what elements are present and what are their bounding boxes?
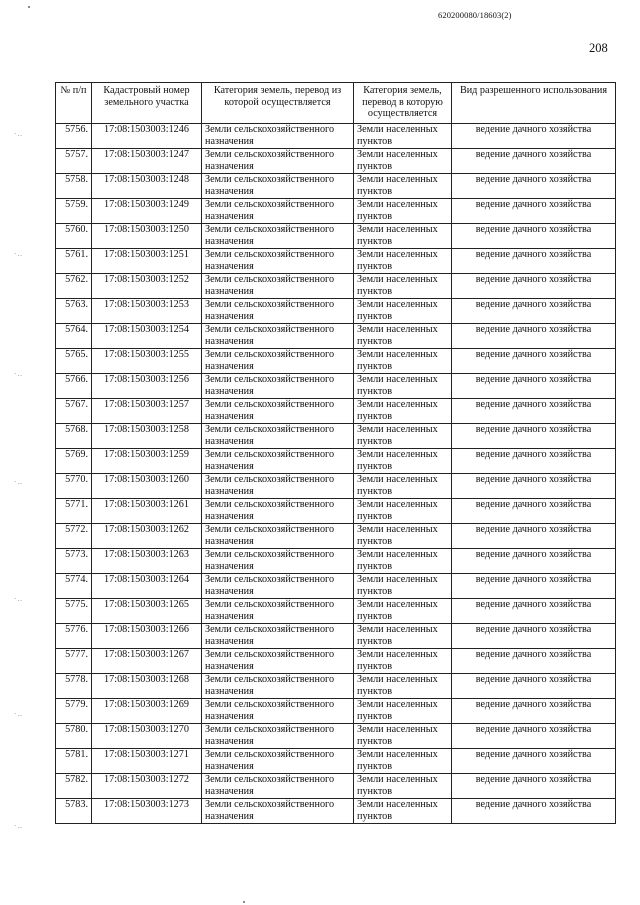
cadastral-number: 17:08:1503003:1269 [92, 699, 202, 724]
row-number: 5765. [56, 349, 92, 374]
category-from-cell [202, 624, 354, 649]
category-from-line1: Земли сельскохозяйственного [205, 674, 335, 685]
table-row [56, 224, 616, 249]
permitted-use: ведение дачного хозяйства [452, 774, 616, 799]
row-number: 5778. [56, 674, 92, 699]
cadastral-number: 17:08:1503003:1258 [92, 424, 202, 449]
category-to-cell [354, 274, 452, 299]
cadastral-number: 17:08:1503003:1268 [92, 674, 202, 699]
category-from-line2: назначения [205, 635, 254, 647]
header-permitted-use: Вид разрешенного использования [452, 83, 616, 124]
header-cadastral-number: Кадастровый номер земельного участка [92, 83, 202, 124]
category-from-cell [202, 224, 354, 249]
permitted-use: ведение дачного хозяйства [452, 699, 616, 724]
category-to-cell [354, 249, 452, 274]
category-from-cell [202, 474, 354, 499]
category-from-line2: назначения [205, 710, 254, 722]
cadastral-number: 17:08:1503003:1271 [92, 749, 202, 774]
category-from-line2: назначения [205, 510, 254, 522]
category-from-line1: Земли сельскохозяйственного [205, 349, 335, 360]
category-from-line1: Земли сельскохозяйственного [205, 749, 335, 760]
category-from-cell [202, 799, 354, 824]
row-number: 5766. [56, 374, 92, 399]
category-from-line2: назначения [205, 685, 254, 697]
margin-mark: ·.. [14, 250, 23, 258]
category-from-line1: Земли сельскохозяйственного [205, 524, 335, 535]
category-to-cell [354, 774, 452, 799]
category-from-line1: Земли сельскохозяйственного [205, 299, 335, 310]
table-row [56, 299, 616, 324]
document-id: 620200080/18603(2) [438, 10, 512, 20]
header-category-to: Категория земель, перевод в которую осуществляется [354, 83, 452, 124]
category-to-cell [354, 449, 452, 474]
category-to-line1: Земли населенных [357, 599, 438, 610]
row-number: 5776. [56, 624, 92, 649]
category-to-cell [354, 624, 452, 649]
category-to-line2: пунктов [357, 510, 393, 522]
cadastral-number: 17:08:1503003:1260 [92, 474, 202, 499]
cadastral-number: 17:08:1503003:1251 [92, 249, 202, 274]
cadastral-number: 17:08:1503003:1249 [92, 199, 202, 224]
cadastral-number: 17:08:1503003:1248 [92, 174, 202, 199]
category-from-line1: Земли сельскохозяйственного [205, 499, 335, 510]
category-from-line2: назначения [205, 735, 254, 747]
margin-mark: ·.. [14, 710, 23, 718]
category-from-line1: Земли сельскохозяйственного [205, 549, 335, 560]
category-from-line2: назначения [205, 810, 254, 822]
category-from-cell [202, 499, 354, 524]
category-to-line2: пунктов [357, 460, 393, 472]
category-from-line1: Земли сельскохозяйственного [205, 574, 335, 585]
table-row [56, 799, 616, 824]
category-to-line2: пунктов [357, 385, 393, 397]
category-from-cell [202, 774, 354, 799]
category-to-line2: пунктов [357, 435, 393, 447]
cadastral-number: 17:08:1503003:1252 [92, 274, 202, 299]
category-from-line2: назначения [205, 585, 254, 597]
category-from-line2: назначения [205, 360, 254, 372]
category-from-line1: Земли сельскохозяйственного [205, 474, 335, 485]
table-row [56, 524, 616, 549]
category-to-line2: пунктов [357, 760, 393, 772]
category-to-line1: Земли населенных [357, 549, 438, 560]
cadastral-number: 17:08:1503003:1272 [92, 774, 202, 799]
category-to-cell [354, 474, 452, 499]
permitted-use: ведение дачного хозяйства [452, 174, 616, 199]
category-to-line1: Земли населенных [357, 774, 438, 785]
category-from-cell [202, 674, 354, 699]
category-to-line1: Земли населенных [357, 449, 438, 460]
category-from-line2: назначения [205, 235, 254, 247]
category-to-line1: Земли населенных [357, 399, 438, 410]
category-to-line2: пунктов [357, 485, 393, 497]
table-row [56, 249, 616, 274]
margin-mark: ·.. [14, 370, 23, 378]
permitted-use: ведение дачного хозяйства [452, 274, 616, 299]
permitted-use: ведение дачного хозяйства [452, 149, 616, 174]
table-row [56, 624, 616, 649]
category-from-cell [202, 274, 354, 299]
category-from-cell [202, 249, 354, 274]
category-to-cell [354, 799, 452, 824]
row-number: 5782. [56, 774, 92, 799]
category-to-line1: Земли населенных [357, 624, 438, 635]
category-from-cell [202, 299, 354, 324]
row-number: 5774. [56, 574, 92, 599]
category-from-line2: назначения [205, 760, 254, 772]
margin-mark: ·.. [14, 822, 23, 830]
category-from-line1: Земли сельскохозяйственного [205, 624, 335, 635]
row-number: 5756. [56, 124, 92, 149]
category-to-line2: пунктов [357, 185, 393, 197]
category-to-cell [354, 499, 452, 524]
row-number: 5770. [56, 474, 92, 499]
category-from-line1: Земли сельскохозяйственного [205, 174, 335, 185]
category-from-line1: Земли сельскохозяйственного [205, 324, 335, 335]
category-to-cell [354, 424, 452, 449]
row-number: 5780. [56, 724, 92, 749]
category-to-cell [354, 149, 452, 174]
row-number: 5783. [56, 799, 92, 824]
category-from-line2: назначения [205, 135, 254, 147]
category-from-line2: назначения [205, 785, 254, 797]
category-to-line2: пунктов [357, 585, 393, 597]
permitted-use: ведение дачного хозяйства [452, 399, 616, 424]
category-from-cell [202, 424, 354, 449]
permitted-use: ведение дачного хозяйства [452, 124, 616, 149]
category-to-line1: Земли населенных [357, 649, 438, 660]
category-to-line2: пунктов [357, 560, 393, 572]
category-to-line2: пунктов [357, 710, 393, 722]
table-row [56, 124, 616, 149]
row-number: 5773. [56, 549, 92, 574]
permitted-use: ведение дачного хозяйства [452, 199, 616, 224]
margin-mark: ·.. [14, 595, 23, 603]
category-from-line2: назначения [205, 410, 254, 422]
category-to-line1: Земли населенных [357, 574, 438, 585]
permitted-use: ведение дачного хозяйства [452, 724, 616, 749]
cadastral-number: 17:08:1503003:1257 [92, 399, 202, 424]
table-row [56, 749, 616, 774]
margin-mark: ·.. [14, 130, 23, 138]
category-from-line2: назначения [205, 160, 254, 172]
category-from-cell [202, 449, 354, 474]
category-from-line2: назначения [205, 560, 254, 572]
row-number: 5762. [56, 274, 92, 299]
category-to-line2: пунктов [357, 335, 393, 347]
cadastral-number: 17:08:1503003:1264 [92, 574, 202, 599]
table-row [56, 649, 616, 674]
permitted-use: ведение дачного хозяйства [452, 524, 616, 549]
category-to-cell [354, 299, 452, 324]
permitted-use: ведение дачного хозяйства [452, 474, 616, 499]
category-from-cell [202, 574, 354, 599]
category-to-line1: Земли населенных [357, 249, 438, 260]
category-to-line1: Земли населенных [357, 124, 438, 135]
category-to-line2: пунктов [357, 310, 393, 322]
category-to-line2: пунктов [357, 735, 393, 747]
category-to-line2: пунктов [357, 260, 393, 272]
row-number: 5772. [56, 524, 92, 549]
category-from-cell [202, 524, 354, 549]
cadastral-number: 17:08:1503003:1254 [92, 324, 202, 349]
table-row [56, 674, 616, 699]
category-to-cell [354, 749, 452, 774]
category-to-cell [354, 524, 452, 549]
category-to-cell [354, 374, 452, 399]
category-to-line2: пунктов [357, 410, 393, 422]
cadastral-number: 17:08:1503003:1261 [92, 499, 202, 524]
category-to-line1: Земли населенных [357, 699, 438, 710]
permitted-use: ведение дачного хозяйства [452, 749, 616, 774]
category-from-line1: Земли сельскохозяйственного [205, 424, 335, 435]
table-row [56, 399, 616, 424]
table-row [56, 174, 616, 199]
row-number: 5769. [56, 449, 92, 474]
cadastral-number: 17:08:1503003:1267 [92, 649, 202, 674]
permitted-use: ведение дачного хозяйства [452, 249, 616, 274]
category-to-cell [354, 399, 452, 424]
category-to-cell [354, 724, 452, 749]
category-to-line1: Земли населенных [357, 349, 438, 360]
category-from-cell [202, 399, 354, 424]
category-to-cell [354, 324, 452, 349]
table-header-row [56, 83, 616, 124]
category-from-cell [202, 724, 354, 749]
category-from-line1: Земли сельскохозяйственного [205, 649, 335, 660]
category-to-line1: Земли населенных [357, 424, 438, 435]
permitted-use: ведение дачного хозяйства [452, 799, 616, 824]
category-to-line2: пунктов [357, 810, 393, 822]
category-to-line1: Земли населенных [357, 274, 438, 285]
scan-speck [28, 6, 30, 8]
category-from-line1: Земли сельскохозяйственного [205, 699, 335, 710]
category-from-line1: Земли сельскохозяйственного [205, 124, 335, 135]
category-from-line2: назначения [205, 535, 254, 547]
category-to-cell [354, 349, 452, 374]
cadastral-number: 17:08:1503003:1265 [92, 599, 202, 624]
category-to-line2: пунктов [357, 360, 393, 372]
category-from-cell [202, 374, 354, 399]
table-row [56, 349, 616, 374]
category-from-cell [202, 174, 354, 199]
row-number: 5757. [56, 149, 92, 174]
category-from-line2: назначения [205, 660, 254, 672]
cadastral-number: 17:08:1503003:1256 [92, 374, 202, 399]
category-from-line2: назначения [205, 385, 254, 397]
scan-speck [243, 901, 245, 903]
category-to-line1: Земли населенных [357, 799, 438, 810]
permitted-use: ведение дачного хозяйства [452, 599, 616, 624]
category-to-cell [354, 699, 452, 724]
row-number: 5759. [56, 199, 92, 224]
table-row [56, 324, 616, 349]
permitted-use: ведение дачного хозяйства [452, 224, 616, 249]
category-to-line2: пунктов [357, 135, 393, 147]
category-to-line1: Земли населенных [357, 374, 438, 385]
category-from-cell [202, 199, 354, 224]
permitted-use: ведение дачного хозяйства [452, 349, 616, 374]
table-row [56, 549, 616, 574]
category-to-line1: Земли населенных [357, 724, 438, 735]
permitted-use: ведение дачного хозяйства [452, 374, 616, 399]
table-row [56, 374, 616, 399]
table-row [56, 274, 616, 299]
row-number: 5760. [56, 224, 92, 249]
category-to-line1: Земли населенных [357, 299, 438, 310]
category-to-cell [354, 574, 452, 599]
row-number: 5764. [56, 324, 92, 349]
table-body [56, 124, 616, 824]
category-to-line2: пунктов [357, 610, 393, 622]
category-from-line1: Земли сельскохозяйственного [205, 774, 335, 785]
table-row [56, 724, 616, 749]
permitted-use: ведение дачного хозяйства [452, 424, 616, 449]
category-from-cell [202, 549, 354, 574]
table-row [56, 599, 616, 624]
category-from-line2: назначения [205, 185, 254, 197]
table-row [56, 449, 616, 474]
row-number: 5775. [56, 599, 92, 624]
category-from-line1: Земли сельскохозяйственного [205, 599, 335, 610]
category-to-line2: пунктов [357, 235, 393, 247]
land-plots-table [55, 82, 616, 824]
category-from-cell [202, 749, 354, 774]
cadastral-number: 17:08:1503003:1259 [92, 449, 202, 474]
cadastral-number: 17:08:1503003:1247 [92, 149, 202, 174]
category-to-line1: Земли населенных [357, 474, 438, 485]
category-from-line2: назначения [205, 460, 254, 472]
row-number: 5763. [56, 299, 92, 324]
margin-mark: ·.. [14, 478, 23, 486]
permitted-use: ведение дачного хозяйства [452, 649, 616, 674]
category-from-line2: назначения [205, 285, 254, 297]
table-row [56, 199, 616, 224]
row-number: 5758. [56, 174, 92, 199]
category-from-line2: назначения [205, 210, 254, 222]
permitted-use: ведение дачного хозяйства [452, 624, 616, 649]
table-row [56, 474, 616, 499]
cadastral-number: 17:08:1503003:1255 [92, 349, 202, 374]
cadastral-number: 17:08:1503003:1253 [92, 299, 202, 324]
category-from-cell [202, 649, 354, 674]
row-number: 5781. [56, 749, 92, 774]
category-from-line1: Земли сельскохозяйственного [205, 724, 335, 735]
cadastral-number: 17:08:1503003:1262 [92, 524, 202, 549]
permitted-use: ведение дачного хозяйства [452, 549, 616, 574]
table-row [56, 149, 616, 174]
category-to-line2: пунктов [357, 685, 393, 697]
table-row [56, 424, 616, 449]
cadastral-number: 17:08:1503003:1250 [92, 224, 202, 249]
category-to-line2: пунктов [357, 285, 393, 297]
category-to-cell [354, 199, 452, 224]
cadastral-number: 17:08:1503003:1273 [92, 799, 202, 824]
category-from-cell [202, 699, 354, 724]
page-number: 208 [589, 41, 608, 55]
header-category-from: Категория земель, перевод из которой осуществляется [202, 83, 354, 124]
category-to-line2: пунктов [357, 160, 393, 172]
category-to-line1: Земли населенных [357, 224, 438, 235]
category-from-cell [202, 599, 354, 624]
category-to-cell [354, 224, 452, 249]
category-from-line2: назначения [205, 335, 254, 347]
category-to-line2: пунктов [357, 660, 393, 672]
category-to-line2: пунктов [357, 635, 393, 647]
row-number: 5761. [56, 249, 92, 274]
category-from-line1: Земли сельскохозяйственного [205, 249, 335, 260]
category-from-cell [202, 349, 354, 374]
table-row [56, 774, 616, 799]
category-from-line1: Земли сельскохозяйственного [205, 399, 335, 410]
category-to-line1: Земли населенных [357, 174, 438, 185]
row-number: 5771. [56, 499, 92, 524]
table-row [56, 574, 616, 599]
permitted-use: ведение дачного хозяйства [452, 299, 616, 324]
permitted-use: ведение дачного хозяйства [452, 499, 616, 524]
permitted-use: ведение дачного хозяйства [452, 324, 616, 349]
category-to-cell [354, 599, 452, 624]
category-to-cell [354, 124, 452, 149]
category-from-line1: Земли сельскохозяйственного [205, 374, 335, 385]
row-number: 5779. [56, 699, 92, 724]
category-to-cell [354, 649, 452, 674]
category-from-line2: назначения [205, 610, 254, 622]
category-to-line1: Земли населенных [357, 149, 438, 160]
cadastral-number: 17:08:1503003:1266 [92, 624, 202, 649]
category-to-line1: Земли населенных [357, 674, 438, 685]
category-from-line2: назначения [205, 310, 254, 322]
permitted-use: ведение дачного хозяйства [452, 574, 616, 599]
category-from-line1: Земли сельскохозяйственного [205, 449, 335, 460]
category-from-line2: назначения [205, 260, 254, 272]
category-to-line2: пунктов [357, 785, 393, 797]
permitted-use: ведение дачного хозяйства [452, 449, 616, 474]
category-from-line1: Земли сельскохозяйственного [205, 149, 335, 160]
category-to-line1: Земли населенных [357, 749, 438, 760]
category-to-line1: Земли населенных [357, 324, 438, 335]
category-to-line1: Земли населенных [357, 524, 438, 535]
category-to-cell [354, 674, 452, 699]
category-from-cell [202, 124, 354, 149]
category-from-line1: Земли сельскохозяйственного [205, 224, 335, 235]
category-from-line1: Земли сельскохозяйственного [205, 199, 335, 210]
category-from-line1: Земли сельскохозяйственного [205, 799, 335, 810]
category-from-cell [202, 149, 354, 174]
category-from-cell [202, 324, 354, 349]
category-from-line2: назначения [205, 435, 254, 447]
category-to-cell [354, 549, 452, 574]
table-row [56, 499, 616, 524]
cadastral-number: 17:08:1503003:1263 [92, 549, 202, 574]
category-to-cell [354, 174, 452, 199]
cadastral-number: 17:08:1503003:1270 [92, 724, 202, 749]
permitted-use: ведение дачного хозяйства [452, 674, 616, 699]
header-number: № п/п [56, 83, 92, 124]
table-row [56, 699, 616, 724]
category-from-line1: Земли сельскохозяйственного [205, 274, 335, 285]
row-number: 5768. [56, 424, 92, 449]
category-to-line2: пунктов [357, 210, 393, 222]
category-to-line2: пунктов [357, 535, 393, 547]
category-to-line1: Земли населенных [357, 199, 438, 210]
category-to-line1: Земли населенных [357, 499, 438, 510]
category-from-line2: назначения [205, 485, 254, 497]
row-number: 5767. [56, 399, 92, 424]
row-number: 5777. [56, 649, 92, 674]
cadastral-number: 17:08:1503003:1246 [92, 124, 202, 149]
